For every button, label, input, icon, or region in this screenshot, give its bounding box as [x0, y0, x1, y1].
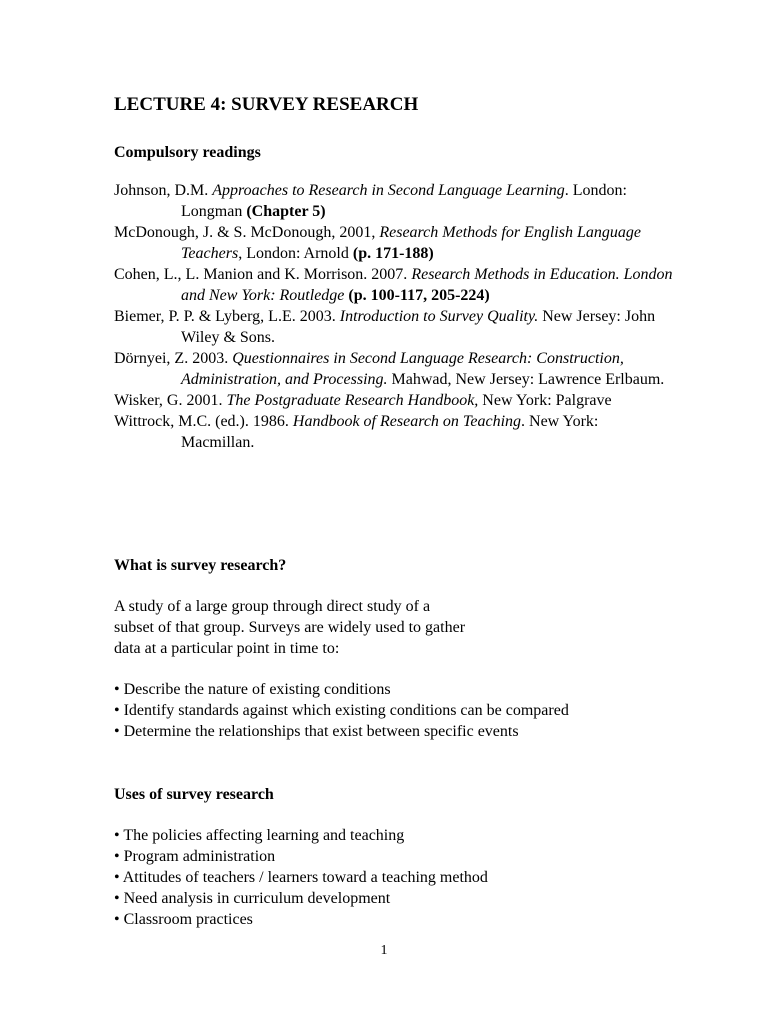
- reference-author: Johnson, D.M.: [114, 182, 213, 199]
- reference-item: [114, 180, 674, 222]
- reference-publisher: . London: Longman: [181, 182, 627, 220]
- reference-publisher: Mahwad, New Jersey: Lawrence Erlbaum.: [387, 371, 665, 388]
- list-item: • Program administration: [114, 848, 276, 865]
- reference-work-title: Research Methods for English Language Teachers: [181, 224, 641, 262]
- reference-list: [114, 180, 674, 453]
- reference-work-title: Research Methods in Education. London and New York: Routledge: [181, 266, 673, 304]
- reference-author: McDonough, J. & S. McDonough, 2001,: [114, 224, 380, 241]
- reference-author: Biemer, P. P. & Lyberg, L.E. 2003.: [114, 308, 340, 325]
- list-item: • Attitudes of teachers / learners toward a teaching method: [114, 869, 488, 886]
- list-item: • Need analysis in curriculum development: [114, 890, 391, 907]
- reference-work-title: Introduction to Survey Quality.: [339, 308, 539, 325]
- reference-work-title: Handbook of Research on Teaching: [292, 413, 522, 430]
- list-item: • The policies affecting learning and teaching: [114, 827, 405, 844]
- reference-publisher: New York: Palgrave: [478, 392, 612, 409]
- reference-work-title: The Postgraduate Research Handbook,: [226, 392, 479, 409]
- compulsory-readings-heading: Compulsory readings: [114, 144, 261, 161]
- list-item: • Identify standards against which existing conditions can be compared: [114, 702, 569, 719]
- reference-author: Wisker, G. 2001.: [114, 392, 227, 409]
- uses-bullet-list: [114, 825, 674, 930]
- reference-author: Cohen, L., L. Manion and K. Morrison. 2007.: [114, 266, 412, 283]
- reference-item: [114, 222, 674, 264]
- reference-item: [114, 390, 674, 411]
- reference-pages: (Chapter 5): [246, 203, 326, 220]
- reference-author: Wittrock, M.C. (ed.). 1986.: [114, 413, 293, 430]
- list-item: • Classroom practices: [114, 911, 253, 928]
- reference-item: [114, 411, 674, 453]
- what-is-survey-heading: What is survey research?: [114, 557, 287, 574]
- reference-work-title: Approaches to Research in Second Language Learning: [212, 182, 565, 199]
- definition-paragraph: A study of a large group through direct study of a subset of that group. Surveys are widely used to gather data at a particular point in time to:: [114, 598, 466, 657]
- reference-publisher: New Jersey: John Wiley & Sons.: [181, 308, 656, 346]
- reference-item: [114, 306, 674, 348]
- reference-publisher: , London: Arnold: [238, 245, 353, 262]
- list-item: • Describe the nature of existing conditions: [114, 681, 391, 698]
- reference-pages: (p. 171-188): [352, 245, 434, 262]
- lecture-title: LECTURE 4: SURVEY RESEARCH: [114, 94, 419, 115]
- reference-pages: (p. 100-117, 205-224): [348, 287, 490, 304]
- list-item: • Determine the relationships that exist between specific events: [114, 723, 519, 740]
- uses-heading: Uses of survey research: [114, 786, 274, 803]
- reference-author: Dörnyei, Z. 2003.: [114, 350, 233, 367]
- purpose-bullet-list: [114, 679, 674, 742]
- reference-work-title: Questionnaires in Second Language Research: Construction, Administration, and Processing.: [181, 350, 624, 388]
- reference-item: [114, 264, 674, 306]
- reference-publisher: . New York: Macmillan.: [181, 413, 599, 451]
- reference-item: [114, 348, 674, 390]
- page-number: 1: [380, 943, 388, 958]
